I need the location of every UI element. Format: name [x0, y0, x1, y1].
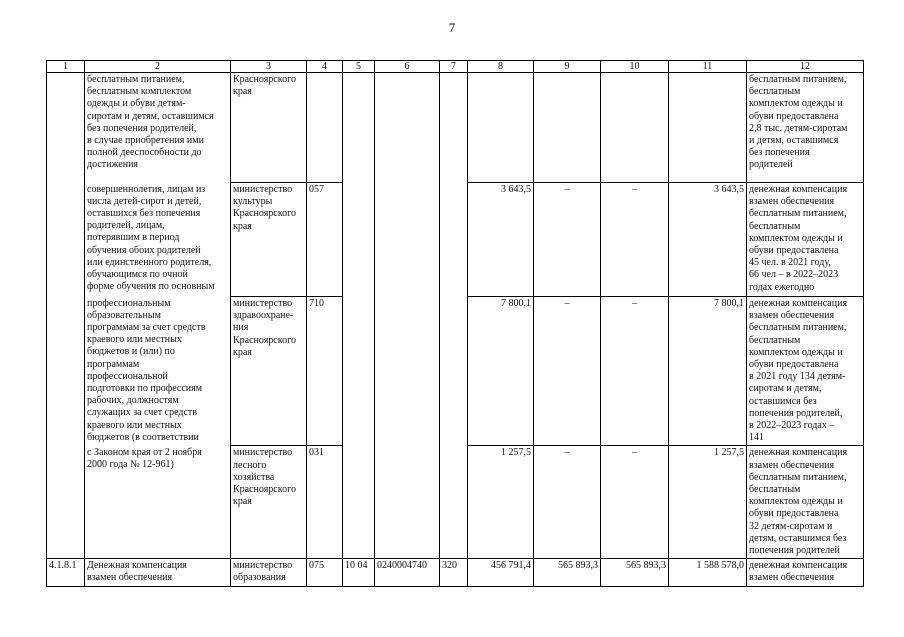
- cell-col7: [440, 73, 468, 183]
- table-row: [47, 183, 864, 297]
- col-header: 3: [231, 61, 307, 73]
- cell-description: Денежная компенсация взамен обеспечения: [85, 559, 231, 586]
- cell-code: 031: [307, 446, 343, 559]
- cell-col1: [47, 183, 85, 297]
- col-header: 9: [534, 61, 601, 73]
- cell-code: 057: [307, 183, 343, 297]
- cell-col1: [47, 446, 85, 559]
- cell-agency: министерство здравоохране- ния Красноярского края: [231, 297, 307, 446]
- page-number: 7: [448, 20, 456, 35]
- cell-description: совершеннолетия, лицам из числа детей-сирот и детей, оставшихся без попечения родителей, лицам, потерявшим в период обучения обоих родителей или единственного родителя, обучающимся по очной форме обучения по основным: [85, 183, 231, 297]
- cell-col7: [440, 183, 468, 297]
- col-header: 2: [85, 61, 231, 73]
- col-header: 12: [747, 61, 864, 73]
- cell-col6: [375, 183, 440, 297]
- table-row: [47, 297, 864, 446]
- cell-amount-2021: 456 791,4: [468, 559, 534, 586]
- col-header: 8: [468, 61, 534, 73]
- cell-col7: [440, 446, 468, 559]
- cell-amount-2022: –: [534, 446, 601, 559]
- cell-amount-total: 1 257,5: [669, 446, 747, 559]
- cell-col5: [343, 183, 375, 297]
- cell-amount-2021: 1 257,5: [468, 446, 534, 559]
- cell-result: бесплатным питанием, бесплатным комплектом одежды и обуви предоставлена 2,8 тыс. детям-сиротам и детям, оставшимся без попечения родителей: [747, 73, 864, 183]
- cell-amount-2023: –: [601, 446, 669, 559]
- cell-code: 075: [307, 559, 343, 586]
- cell-agency: министерство культуры Красноярского края: [231, 183, 307, 297]
- cell-amount-2021: 7 800,1: [468, 297, 534, 446]
- header-row: [47, 61, 864, 73]
- cell-amount-2023: –: [601, 297, 669, 446]
- cell-amount-2021: [468, 73, 534, 183]
- cell-amount-total: 1 588 578,0: [669, 559, 747, 586]
- table-row: [47, 446, 864, 559]
- cell-agency: Красноярского края: [231, 73, 307, 183]
- cell-amount-2023: [601, 73, 669, 183]
- cell-col1: [47, 73, 85, 183]
- table-row: [47, 73, 864, 183]
- cell-col5: [343, 446, 375, 559]
- cell-description: с Законом края от 2 ноября 2000 года № 12-961): [85, 446, 231, 559]
- col-header: 4: [307, 61, 343, 73]
- cell-col6: [375, 446, 440, 559]
- col-header: 1: [47, 61, 85, 73]
- cell-col7: [440, 297, 468, 446]
- cell-amount-2023: –: [601, 183, 669, 297]
- col-header: 7: [440, 61, 468, 73]
- cell-amount-2023: 565 893,3: [601, 559, 669, 586]
- cell-amount-2021: 3 643,5: [468, 183, 534, 297]
- col-header: 11: [669, 61, 747, 73]
- col-header: 5: [343, 61, 375, 73]
- col-header: 10: [601, 61, 669, 73]
- cell-col6: [375, 297, 440, 446]
- cell-result: денежная компенсация взамен обеспечения бесплатным питанием, бесплатным комплектом одежды и обуви предоставлена 32 детям-сиротам и детям, оставшимся без попечения родителей: [747, 446, 864, 559]
- cell-col5: [343, 297, 375, 446]
- cell-target-code: 0240004740: [375, 559, 440, 586]
- cell-amount-total: 7 800,1: [669, 297, 747, 446]
- cell-amount-2022: 565 893,3: [534, 559, 601, 586]
- cell-amount-2022: [534, 73, 601, 183]
- cell-amount-total: 3 643,5: [669, 183, 747, 297]
- table-row: [47, 559, 864, 586]
- cell-result: денежная компенсация взамен обеспечения: [747, 559, 864, 586]
- cell-description: бесплатным питанием, бесплатным комплектом одежды и обуви детям- сиротам и детям, оставшимся без попечения родителей, в случае приобретения ими полной дееспособности до достижения: [85, 73, 231, 183]
- col-header: 6: [375, 61, 440, 73]
- cell-code: [307, 73, 343, 183]
- cell-section-code: 10 04: [343, 559, 375, 586]
- cell-result: денежная компенсация взамен обеспечения бесплатным питанием, бесплатным комплектом одежды и обуви предоставлена в 2021 году 134 детям- сиротам и детям, оставшимся без попечения родителей, в 2022–2023 годах – 141: [747, 297, 864, 446]
- cell-col5: [343, 73, 375, 183]
- cell-description: профессиональным образовательным программам за счет средств краевого или местных бюджетов и (или) по программам профессиональной подготовки по профессиям рабочих, должностям служащих за счет средств краевого или местных бюджетов (в соответствии: [85, 297, 231, 446]
- cell-code: 710: [307, 297, 343, 446]
- cell-expense-type: 320: [440, 559, 468, 586]
- cell-col6: [375, 73, 440, 183]
- cell-amount-2022: –: [534, 183, 601, 297]
- cell-agency: министерство образования: [231, 559, 307, 586]
- cell-result: денежная компенсация взамен обеспечения бесплатным питанием, бесплатным комплектом одежды и обуви предоставлена 45 чел. в 2021 году, 66 чел – в 2022–2023 годах ежегодно: [747, 183, 864, 297]
- cell-amount-total: [669, 73, 747, 183]
- cell-item-number: 4.1.8.1: [47, 559, 85, 586]
- cell-col1: [47, 297, 85, 446]
- cell-amount-2022: –: [534, 297, 601, 446]
- budget-table: [46, 60, 864, 587]
- cell-agency: министерство лесного хозяйства Красноярского края: [231, 446, 307, 559]
